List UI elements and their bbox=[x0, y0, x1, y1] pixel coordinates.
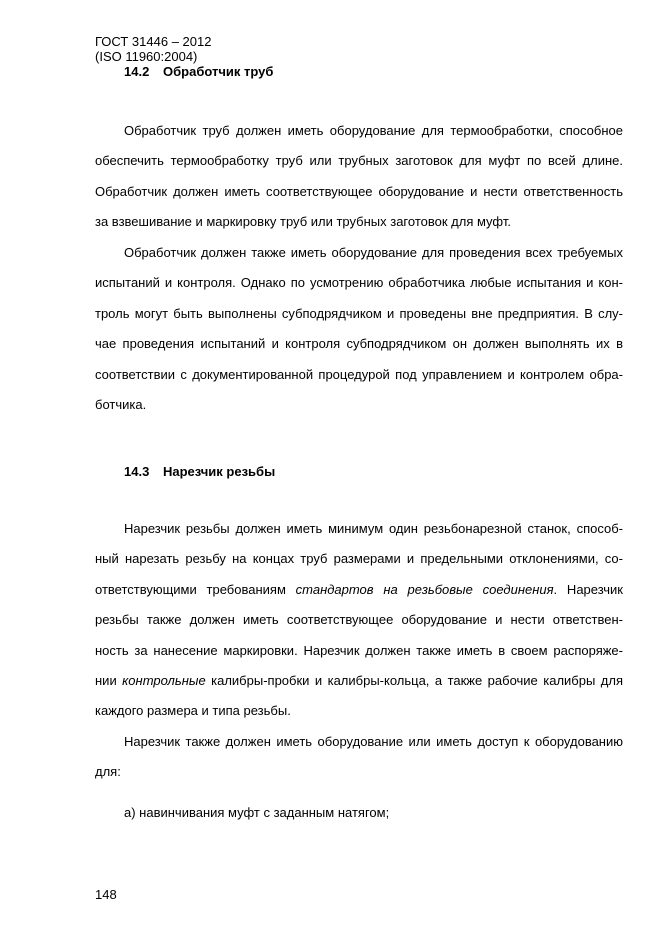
section-title: Обработчик труб bbox=[163, 64, 274, 79]
text-line: Нарезчик резьбы должен иметь минимум один резьбонарезной станок, способ- bbox=[124, 521, 623, 536]
section-number: 14.3 bbox=[124, 464, 150, 479]
text-line: Обработчик труб должен иметь оборудование для термообработки, способное bbox=[124, 123, 623, 138]
iso-reference: (ISO 11960:2004) bbox=[95, 49, 198, 64]
text-line: ность за нанесение маркировки. Нарезчик должен также иметь в своем распоряже- bbox=[95, 642, 623, 658]
text-line bbox=[95, 666, 623, 696]
text-line: ботчика. bbox=[95, 396, 147, 412]
italic-term: контрольные bbox=[122, 672, 206, 688]
paragraph-14-2-2 bbox=[95, 238, 623, 420]
text-line: испытаний и контроля. Однако по усмотрению обработчика любые испытания и кон- bbox=[95, 275, 623, 291]
text-line: резьбы также должен иметь соответствующее оборудование и нести ответствен- bbox=[95, 612, 623, 628]
text-segment: нии bbox=[95, 672, 123, 688]
text-line: Нарезчик также должен иметь оборудование или иметь доступ к оборудованию bbox=[124, 734, 623, 749]
list-item-a bbox=[95, 798, 623, 828]
text-line: за взвешивание и маркировку труб или трубных заготовок для муфт. bbox=[95, 214, 511, 230]
section-title: Нарезчик резьбы bbox=[163, 464, 276, 479]
section-heading-14-3 bbox=[124, 464, 275, 479]
text-segment: . Нарезчик bbox=[553, 581, 623, 597]
italic-reference: стандартов на резьбовые соединения bbox=[295, 581, 554, 597]
section-number: 14.2 bbox=[124, 64, 150, 79]
paragraph-14-2-1 bbox=[95, 116, 623, 238]
text-line: троль могут быть выполнены субподрядчиком и проведены вне предприятия. В слу- bbox=[95, 305, 623, 321]
text-line: Обработчик должен также иметь оборудование для проведения всех требуемых bbox=[124, 245, 623, 260]
text-segment: калибры-пробки и калибры-кольца, а также рабочие калибры для bbox=[205, 672, 623, 688]
text-line bbox=[95, 575, 623, 605]
page-number: 148 bbox=[95, 887, 117, 902]
section-heading-14-2 bbox=[124, 64, 273, 79]
text-line: а) навинчивания муфт с заданным натягом; bbox=[124, 805, 390, 820]
text-segment: ответствующими требованиям bbox=[95, 581, 296, 597]
text-line: Обработчик должен иметь соответствующее оборудование и нести ответственность bbox=[95, 183, 623, 199]
text-line: для: bbox=[95, 764, 121, 780]
text-line: каждого размера и типа резьбы. bbox=[95, 703, 291, 719]
paragraph-14-3-2 bbox=[95, 727, 623, 788]
text-line: обеспечить термообработку труб или трубных заготовок для муфт по всей длине. bbox=[95, 153, 623, 169]
standard-designation: ГОСТ 31446 – 2012 bbox=[95, 34, 212, 49]
text-line: ный нарезать резьбу на концах труб размерами и предельными отклонениями, со- bbox=[95, 551, 623, 567]
text-line: соответствии с документированной процедурой под управлением и контролем обра- bbox=[95, 366, 623, 382]
paragraph-14-3-1 bbox=[95, 514, 623, 727]
text-line: чае проведения испытаний и контроля субподрядчиком он должен выполнять их в bbox=[95, 336, 623, 352]
